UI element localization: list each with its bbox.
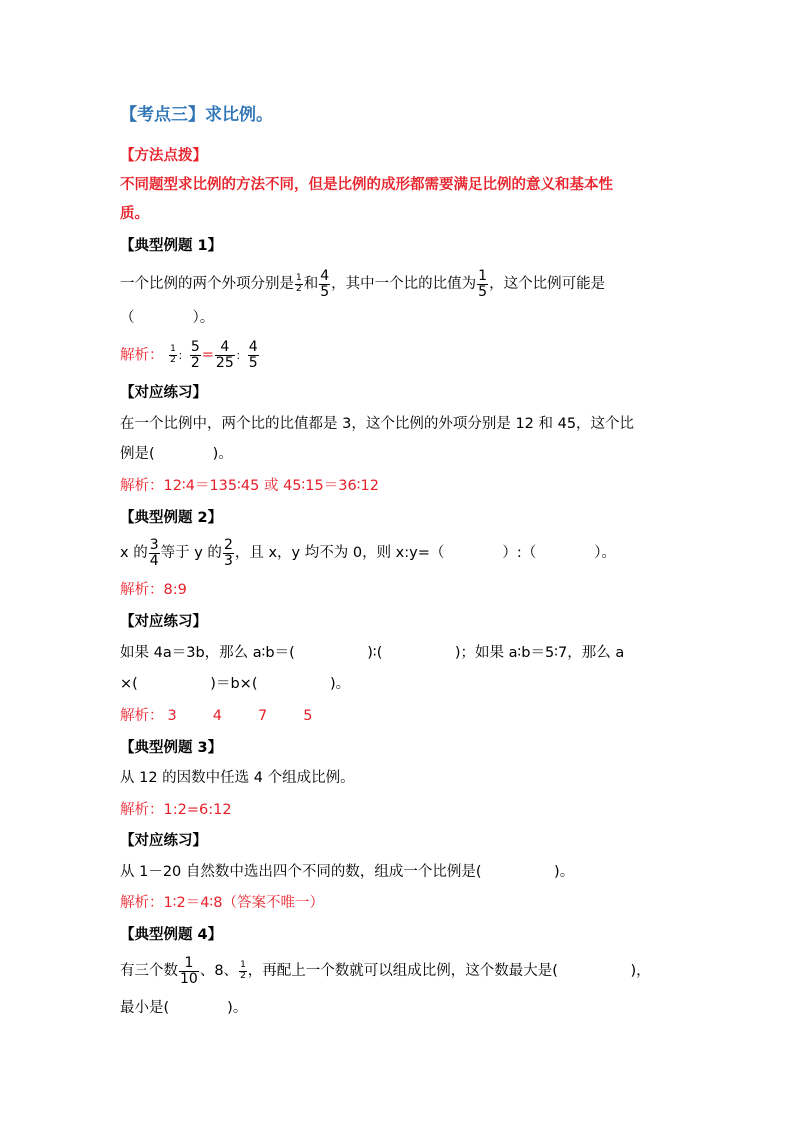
fraction-denominator: 25 [215, 354, 234, 371]
example3-answer: 解析：1:2=6:12 [120, 802, 232, 818]
practice2-answer [120, 706, 312, 726]
fraction-numerator: 4 [215, 340, 235, 356]
fraction-denominator: 3 [223, 552, 233, 569]
fraction-denominator: 10 [180, 970, 198, 987]
practice1-question-line2: 例是( )。 [120, 446, 233, 462]
practice1-answer: 解析：12∶4＝135∶45 或 45∶15＝36∶12 [120, 478, 379, 494]
fraction [223, 538, 234, 568]
answer-proportion [168, 338, 260, 373]
example2-tag: 【典型例题 2】 [120, 510, 223, 526]
colon: ： [177, 349, 189, 362]
fraction-denominator: 2 [240, 970, 246, 981]
example2-text-a: x 的 [120, 545, 148, 561]
example4-tag: 【典型例题 4】 [120, 927, 223, 943]
example1-question [120, 266, 605, 302]
fraction-numerator: 3 [149, 536, 159, 553]
example1-text-b: 和 [303, 276, 319, 292]
fraction-denominator: 2 [296, 283, 302, 294]
fraction [319, 269, 330, 299]
fraction [190, 340, 201, 370]
fraction-numerator: 2 [223, 536, 233, 553]
example4-question [120, 952, 651, 990]
answer-value: 3 [167, 708, 177, 724]
method-text-line1: 不同题型求比例的方法不同，但是比例的成形都需要满足比例的意义和基本性 [120, 177, 613, 193]
fraction-denominator: 5 [320, 283, 330, 300]
section-heading: 【考点三】求比例。 [120, 105, 273, 125]
method-tag: 【方法点拨】 [120, 148, 207, 164]
fraction-numerator: 1 [296, 273, 302, 284]
example1-text-d: ，这个比例可能是 [489, 276, 606, 292]
example3-tag: 【典型例题 3】 [120, 740, 223, 756]
practice2-question-line1: 如果 4a＝3b，那么 a∶b＝( )∶( )；如果 a∶b＝5∶7，那么 a [120, 645, 625, 661]
fraction [248, 340, 259, 370]
example2-text-b: 等于 y 的 [160, 545, 222, 561]
fraction-numerator: 1 [179, 956, 199, 972]
practice1-question-line1: 在一个比例中，两个比的比值都是 3，这个比例的外项分别是 12 和 45，这个比 [120, 416, 635, 432]
example4-text-b: 、8、 [199, 963, 239, 979]
equals-sign: = [201, 347, 214, 363]
fraction-denominator: 2 [170, 354, 176, 365]
fraction-denominator: 5 [248, 354, 258, 371]
example4-text-a: 有三个数 [120, 963, 178, 979]
answer-value: 4 [212, 708, 222, 724]
fraction [295, 274, 303, 294]
fraction-numerator: 1 [478, 267, 488, 284]
fraction [149, 538, 160, 568]
answer-value: 5 [303, 708, 313, 724]
example1-answer [120, 338, 260, 373]
fraction-numerator: 5 [190, 338, 200, 355]
fraction-denominator: 4 [149, 552, 159, 569]
fraction-denominator: 2 [190, 354, 200, 371]
practice3-tag: 【对应练习】 [120, 833, 207, 849]
fraction-numerator: 4 [248, 338, 258, 355]
example1-text-a: 一个比例的两个外项分别是 [120, 276, 294, 292]
example4-text-c: ，再配上一个数就可以组成比例，这个数最大是( )， [247, 963, 651, 979]
practice2-tag: 【对应练习】 [120, 614, 207, 630]
fraction-denominator: 5 [478, 283, 488, 300]
practice3-answer: 解析：1∶2＝4∶8（答案不唯一） [120, 895, 324, 911]
method-text-line2: 质。 [120, 206, 149, 222]
example2-answer: 解析：8:9 [120, 582, 187, 598]
practice2-question-line2: ×( )＝b×( )。 [120, 676, 351, 692]
colon: ： [235, 349, 247, 362]
fraction [477, 269, 488, 299]
fraction [179, 956, 199, 986]
example2-text-c: ，且 x，y 均不为 0，则 x:y=（ ）:（ ）。 [234, 545, 617, 561]
example1-tag: 【典型例题 1】 [120, 238, 223, 254]
practice3-question: 从 1－20 自然数中选出四个不同的数，组成一个比例是( )。 [120, 864, 575, 880]
fraction-numerator: 1 [170, 344, 176, 355]
fraction [239, 961, 247, 981]
fraction [169, 345, 177, 365]
fraction-numerator: 1 [240, 960, 246, 971]
example4-question-line2: 最小是( )。 [120, 1000, 248, 1016]
example2-question [120, 534, 616, 572]
practice1-tag: 【对应练习】 [120, 385, 207, 401]
answer-label: 解析： [120, 708, 164, 724]
example1-text-c: ，其中一个比的比值为 [331, 276, 477, 292]
answer-label: 解析： [120, 347, 164, 364]
answer-value: 7 [257, 708, 268, 724]
fraction [215, 340, 235, 370]
example1-question-line2: （ ）。 [120, 310, 215, 326]
fraction-numerator: 4 [320, 267, 330, 284]
example3-question: 从 12 的因数中任选 4 个组成比例。 [120, 770, 355, 786]
